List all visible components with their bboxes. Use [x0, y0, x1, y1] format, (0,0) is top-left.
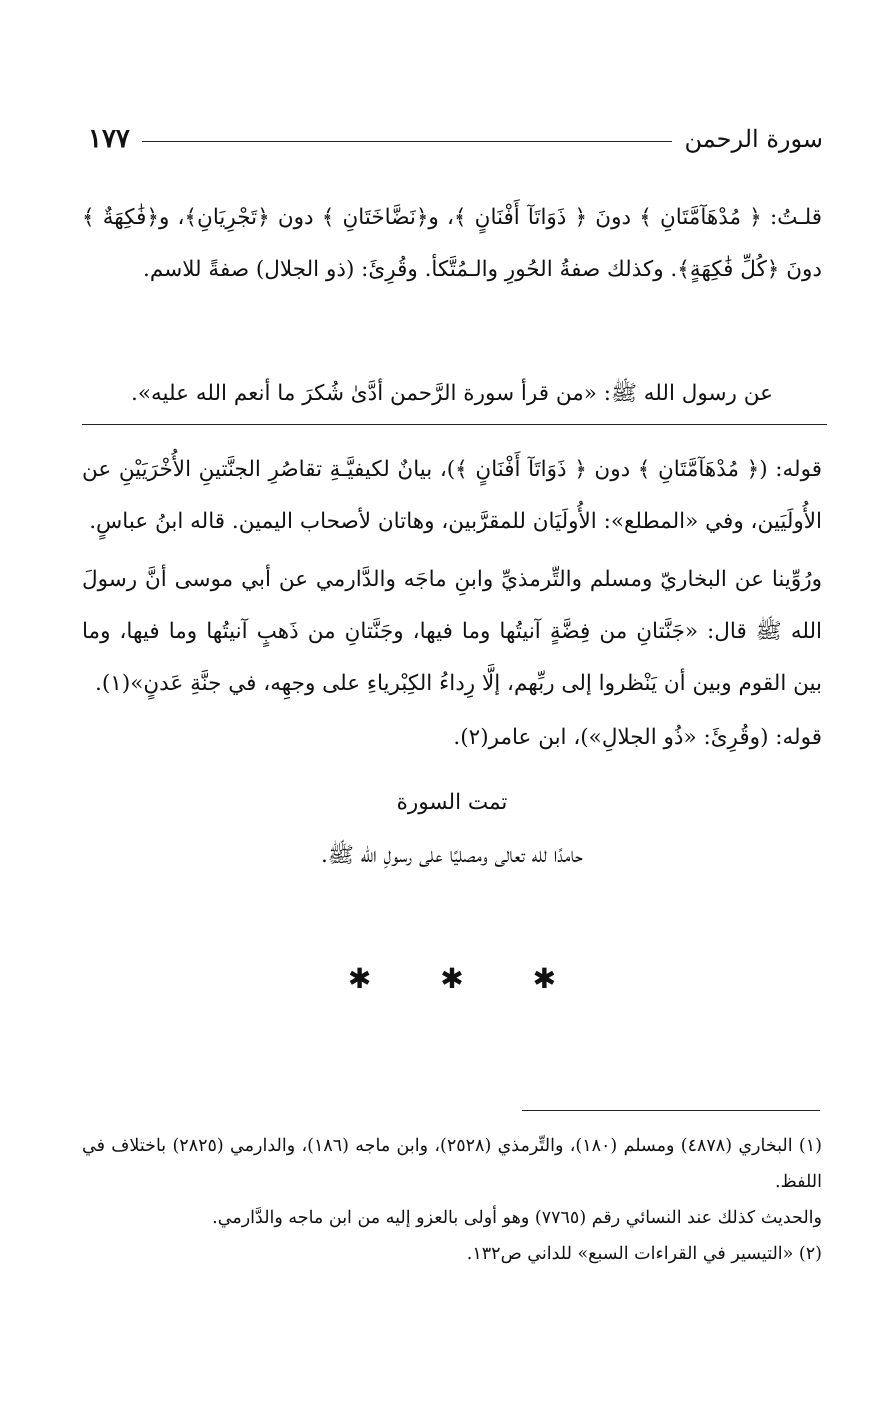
footnote-2: (٢) «التيسير في القراءات السبع» للداني ص١٣٢. [466, 1244, 822, 1264]
hadith-line: عن رسول الله ﷺ: «من قرأ سورة الرَّحمن أدَّىٰ شُكرَ ما أنعم الله عليه». [131, 381, 773, 406]
footnotes [82, 1128, 822, 1272]
footnote-1-note: والحديث كذلك عند النسائي رقم (٧٧٦٥) وهو أولى بالعزو إليه من ابن ماجه والدَّارمي. [212, 1208, 822, 1228]
surah-end-line: تمت السورة [396, 790, 508, 815]
commentary-paragraph: قلـتُ: ﴿ مُدْهَآمَّتَانِ ﴾ دونَ ﴿ ذَوَاتَآ أَفْنَانٍ ﴾، و﴿نَضَّاخَتَانِ ﴾ دون ﴿تَجْرِيَانِ﴾، و﴿فَٰكِهَةٌ ﴾ دونَ ﴿كُلِّ فَٰكِهَةٍ﴾. وكذلك صفةُ الحُورِ والـمُتَّكأ. وقُرِئَ: (ذو الجلال) صفةً للاسم. [82, 205, 822, 282]
star-icon: ✱ [347, 962, 372, 995]
footnote-1: (١) البخاري (٤٨٧٨) ومسلم (١٨٠)، والتِّرمذي (٢٥٢٨)، وابن ماجه (١٨٦)، والدارمي (٢٨٢٥) باختلاف في اللفظ. [82, 1136, 822, 1192]
page-number: ١٧٧ [88, 124, 130, 154]
section-separator-stars [82, 962, 822, 995]
star-icon: ✱ [440, 962, 464, 995]
gloss-paragraph-3: قوله: (وقُرِئَ: «ذُو الجلالِ»)، ابن عامر(٢). [453, 725, 822, 750]
gloss-paragraph-1: قوله: (﴿ مُدْهَآمَّتَانِ ﴾ دون ﴿ ذَوَاتَآ أَفْنَانٍ ﴾)، بيانٌ لكيفيَّـةِ تقاصُرِ الجنَّتينِ الأُخْرَيَيْنِ عن الأُولَيَين، وفي «المطلع»: الأُولَيَان للمقرَّبين، وهاتان لأصحاب اليمين. قاله ابنُ عباسٍ. [82, 457, 822, 534]
section-divider [82, 424, 827, 425]
star-icon: ✱ [532, 962, 557, 995]
footnote-rule [522, 1110, 820, 1111]
header-rule [142, 141, 673, 142]
gloss-paragraph-2: ورُوِّينا عن البخاريّ ومسلم والتِّرمذيِّ وابنِ ماجَه والدَّارمي عن أبي موسى أنَّ رسولَ الله ﷺ قال: «جَنَّتانِ من فِضَّةٍ آنيتُها وما فيها، وجَنَّتانِ من ذَهبٍ آنيتُها وما فيها، وما بين القوم وبين أن يَنْظروا إلى ربِّهم، إلَّا رِداءُ الكِبْرياءِ على وجهِه، في جنَّةِ عَدنٍ»(١). [82, 567, 822, 696]
closing-prayer: حامدًا لله تعالى ومصليًا على رسولِ الله ﷺ. [321, 843, 583, 868]
surah-title: سورة الرحمن [684, 125, 823, 153]
page-header [88, 122, 823, 156]
